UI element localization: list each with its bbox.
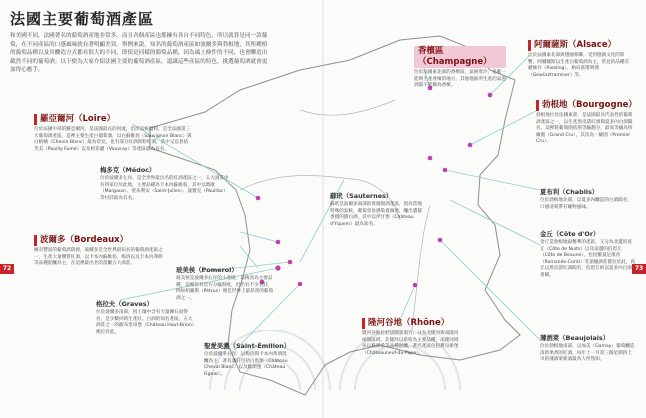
subregion-pomerol-text: 玻美侯是波爾多右岸的小產區，以梅洛為主要品種，這裡沒有官方分級制度，但仍有不少名莊，例如柏圖斯（Pétrus）便是世界上最昂貴的葡萄酒之一。 xyxy=(176,276,274,301)
subregion-cotedor-heading: 金丘（Côte d'Or） xyxy=(540,230,600,238)
dot-medoc xyxy=(276,240,281,245)
subregion-chablis-heading: 夏布利（Chablis） xyxy=(540,188,599,196)
region-bordeaux xyxy=(34,235,164,268)
region-loire-heading: 羅亞爾河（Loire） xyxy=(34,114,115,125)
subregion-beaujolais xyxy=(540,334,636,364)
dot-cotedor xyxy=(443,168,448,173)
subregion-beaujolais-heading: 薄酒萊（Beaujolais） xyxy=(540,334,610,342)
subregion-chablis xyxy=(540,188,636,211)
region-bordeaux-heading: 波爾多（Bordeaux） xyxy=(34,235,128,246)
subregion-beaujolais-text: 位於勃根地南部，以加美（Gamay）葡萄釀造清新果香的紅酒，每年十一月第三個星期四上市的薄酒萊新酒最為人所熟知。 xyxy=(540,344,635,363)
dot-alsace xyxy=(488,93,493,98)
region-loire-text: 位於法國中部的羅亞爾河，是法國最長的河流，沿岸氣候溫和，是全法國第三大葡萄酒產區。這裡主要生產白葡萄酒，以白蘇維翁（Sauvignon Blanc）與白梢楠（Chenin Blanc）最為常見，也有部分紅酒與粉紅酒，其中又以普依芙美（Pouilly Fumé）以及梧菲麗（Vouvray）等產區最為有名。 xyxy=(34,127,192,152)
region-rhone-text: 隆河谷地位於法國東南方，分為北隆河與南隆河兩個區域，北隆河以希哈為主要品種，南隆河則多以格那希等品種混釀，著名產區包括教皇新堡（Châteauneuf-du-Pape）。 xyxy=(362,331,459,356)
subregion-sauternes xyxy=(330,192,426,228)
dot-pomerol xyxy=(288,260,293,265)
region-alsace xyxy=(528,40,632,79)
subregion-sauternes-text: 蘇玳是波爾多南部的貴腐甜酒產區，因為當地特殊的氣候，葡萄容易感染貴腐菌，釀出濃郁香甜的甜白酒，其中以伊甘堡（Château d'Yquem）最為知名。 xyxy=(330,202,422,227)
region-rhone-heading: 隆河谷地（Rhône） xyxy=(362,318,449,329)
subregion-medoc-text: 位於波爾多左岸，是全世界最出名的紅酒產區之一，五大酒莊中有四家位於此地，主要品種為卡本內蘇維翁，其中以瑪歌（Margaux）、聖朱利安（Saint-Julien）、波雅克（Pauillac）等村莊最為有名。 xyxy=(100,176,229,201)
subregion-graves-text: 位於波爾多南部，因土壤中含有大量礫石而得名，是少數同時生產紅、白酒的知名產區，五大酒莊之一的歐布里昂堡（Château Haut-Brion）便位於此。 xyxy=(96,310,195,335)
region-alsace-heading: 阿爾薩斯（Alsace） xyxy=(528,40,616,51)
region-champagne-text: 位於法國東北部的香檳區，氣候寒冷，是唯一能夠生產香檳的地方，其他地區所生產的氣泡酒都不能稱為香檳。 xyxy=(414,70,506,89)
subregion-pomerol xyxy=(176,266,276,302)
region-loire xyxy=(34,114,192,153)
watermark xyxy=(190,330,470,400)
subregion-sauternes-heading: 蘇玳（Sauternes） xyxy=(330,192,393,200)
region-alsace-text: 位於法國東北部與德國相鄰，受到德國文化的影響，阿爾薩斯以生產白葡萄酒為主，常見的品種有麗絲玲（Riesling）、格烏茲塔明那（Gewürztraminer）等。 xyxy=(528,53,630,78)
subregion-cotedor xyxy=(540,230,636,280)
dot-chablis xyxy=(428,156,433,161)
subregion-saintemilion-text: 位於波爾多右岸，以梅洛與卡本內弗朗混釀為主，著名酒莊包括白馬堡（Château Cheval Blanc）以及歐頌堡（Château Figeac）。 xyxy=(204,352,288,377)
page-number-left: 72 xyxy=(0,264,14,274)
dot-burgundy xyxy=(468,143,473,148)
subregion-graves xyxy=(96,300,196,336)
subregion-medoc-heading: 梅多克（Médoc） xyxy=(100,166,156,174)
river-seine xyxy=(300,100,395,115)
subregion-saintemilion-heading: 聖愛美濃（Saint-Émilion） xyxy=(204,342,291,350)
page-title: 法國主要葡萄酒產區 xyxy=(10,10,155,28)
region-burgundy xyxy=(536,100,636,146)
dot-saintemilion xyxy=(298,282,303,287)
subregion-cotedor-text: 金丘是勃根地最精華的產區，又分為北邊的夜丘（Côte de Nuits）以及南邊的伯恩丘（Côte de Beaune），包括羅曼尼康帝（Romanée-Conti）等頂級酒莊都位於此，夜丘以黑皮諾紅酒聞名，伯恩丘則以夏多內白酒著稱。 xyxy=(540,240,636,278)
subregion-medoc xyxy=(100,166,230,202)
dot-loire xyxy=(256,196,261,201)
page-number-right: 73 xyxy=(632,264,646,274)
region-bordeaux-text: 擁有豐富的葡萄酒資源，波爾多是全世界最知名的葡萄酒產區之一，生產大量優質紅酒，以卡本內蘇維翁、梅洛以及卡本內弗朗等品種混釀為主，在這裡最出名的當屬五大酒莊。 xyxy=(34,248,163,267)
subregion-graves-heading: 格拉夫（Graves） xyxy=(96,300,153,308)
region-burgundy-text: 勃根地位於法國東部，是法國最具代表性的葡萄酒產區之一，以生產黑皮諾紅酒與夏多內白酒聞名。這裡將葡萄園依照等級劃分，最高等級為特級園（Grand Cru），其次為一級園（Premier Cru）。 xyxy=(536,113,633,145)
region-champagne-heading: 香檳區（Champagne） xyxy=(414,46,506,68)
dot-beaujolais xyxy=(438,238,443,243)
subregion-pomerol-heading: 玻美侯（Pomerol） xyxy=(176,266,238,274)
subregion-chablis-text: 位於勃根地北部，以夏多內釀造的白酒聞名，口感清爽帶有礦物風味。 xyxy=(540,198,632,210)
region-burgundy-heading: 勃根地（Bourgogne） xyxy=(536,100,636,111)
dot-rhone xyxy=(413,283,418,288)
intro-paragraph: 和美國不同，法國著名的葡萄酒產地非常多，而且各個產區也都擁有各自不同特色，所以就算是同一款葡萄，在不同產區的口感風味就有著明顯差異。舉例來說，知名的葡萄酒產區如波爾多與勃根地，其所種植的葡萄品種以及其釀造方式都有很大的不同，即使是同樣的葡萄品種，因為風土條件的不同，也會釀造出截然不同的葡萄酒。以下便為大家介紹法國主要的葡萄酒產區，認識這些產區的特色，挑選葡萄酒就會更加得心應手。 xyxy=(10,33,268,74)
dot-bordeaux xyxy=(275,265,280,270)
region-champagne xyxy=(414,46,506,90)
